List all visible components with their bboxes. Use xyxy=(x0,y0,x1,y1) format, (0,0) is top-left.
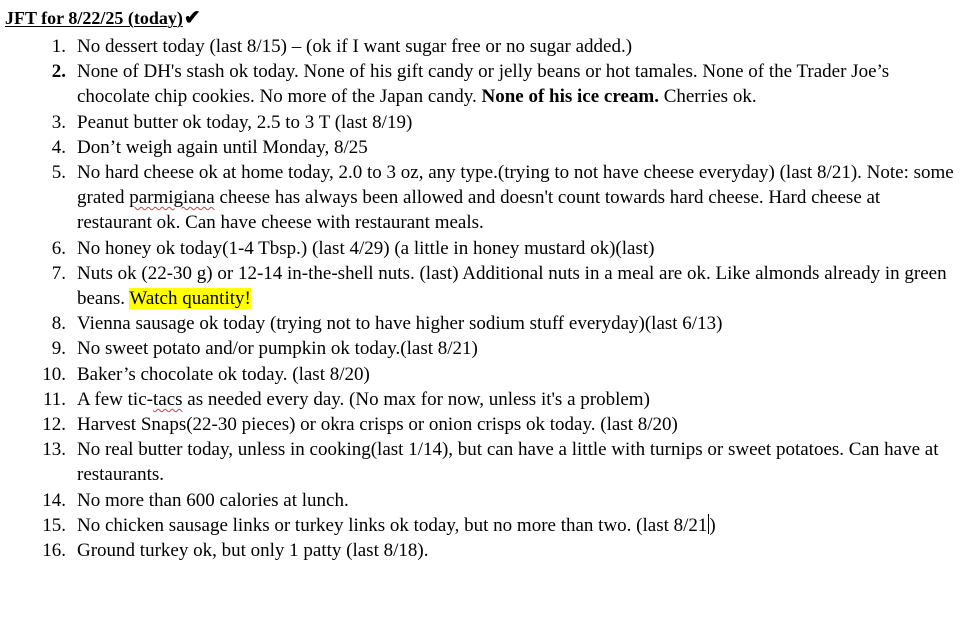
list-item-13 xyxy=(0,437,977,487)
list-item-8 xyxy=(0,311,977,336)
item-number: 8. xyxy=(51,313,66,335)
title-text: JFT for 8/22/25 (today) xyxy=(5,8,183,28)
item-number: 11. xyxy=(42,388,66,410)
item-text: Vienna sausage ok today (trying not to have higher sodium stuff everyday)(last 6/13) xyxy=(77,313,723,335)
item-text: Don’t weigh again until Monday, 8/25 xyxy=(77,136,368,158)
list-item-5 xyxy=(0,160,977,236)
spellcheck-word: tacs xyxy=(152,388,183,410)
item-text: No more than 600 calories at lunch. xyxy=(77,489,349,511)
item-text: No real butter today, unless in cooking(last 1/14), but can have a little with turnips or sweet potatoes. Can have at restaurants. xyxy=(77,439,939,486)
item-number: 12. xyxy=(42,414,66,436)
item-number: 13. xyxy=(42,439,66,461)
document-title xyxy=(5,7,201,29)
item-text-end: Cherries ok. xyxy=(658,86,757,108)
list-item-1 xyxy=(0,34,977,59)
item-text: A few tic- xyxy=(77,388,153,410)
food-rules-list xyxy=(0,34,977,563)
list-item-10 xyxy=(0,362,977,387)
list-item-3 xyxy=(0,110,977,135)
item-text-end: as needed every day. (No max for now, unless it's a problem) xyxy=(182,388,650,410)
item-number: 4. xyxy=(51,136,66,158)
item-number: 1. xyxy=(51,36,66,57)
item-text-end: ) xyxy=(709,514,716,536)
item-text: No dessert today (last 8/15) – (ok if I want sugar free or no sugar added.) xyxy=(77,36,633,57)
item-text: Nuts ok (22-30 g) or 12-14 in-the-shell nuts. (last) Additional nuts in a meal are ok. Like almonds already in green beans. xyxy=(77,262,947,310)
list-item-16 xyxy=(0,538,977,563)
item-text: No sweet potato and/or pumpkin ok today.(last 8/21) xyxy=(77,338,478,360)
item-number: 9. xyxy=(51,338,66,360)
list-item-6 xyxy=(0,236,977,261)
list-item-14 xyxy=(0,488,977,513)
item-number: 7. xyxy=(51,262,66,284)
list-item-9 xyxy=(0,336,977,361)
item-number: 10. xyxy=(42,363,66,385)
item-number: 16. xyxy=(42,540,66,562)
item-text: No chicken sausage links or turkey links ok today, but no more than two. (last 8/21 xyxy=(77,514,708,536)
list-item-15 xyxy=(0,513,977,538)
list-item-11 xyxy=(0,387,977,412)
item-text-end: cheese has always been allowed and doesn't count towards hard cheese. Hard cheese at restaurant ok. Can have cheese with restaurant meals. xyxy=(77,187,881,234)
list-item-4 xyxy=(0,135,977,160)
list-item-2 xyxy=(0,59,977,109)
item-text: No hard cheese ok at home today, 2.0 to 3 oz, any type.(trying to not have cheese everyday) (last 8/21). Note: some grated xyxy=(77,162,954,209)
item-text: None of DH's stash ok today. None of his gift candy or jelly beans or hot tamales. None of the Trader Joe’s chocolate chip cookies. No more of the Japan candy. xyxy=(77,61,890,108)
checkmark-icon: ✔ xyxy=(183,7,201,29)
item-text: Harvest Snaps(22-30 pieces) or okra crisps or onion crisps ok today. (last 8/20) xyxy=(77,414,678,436)
item-text-bold: None of his ice cream. xyxy=(481,86,659,108)
item-text: Baker’s chocolate ok today. (last 8/20) xyxy=(77,363,370,385)
item-number: 15. xyxy=(42,514,66,536)
item-number: 14. xyxy=(42,489,66,511)
item-number: 6. xyxy=(51,237,66,259)
spellcheck-word: parmigiana xyxy=(129,187,215,209)
list-item-12 xyxy=(0,412,977,437)
list-item-7 xyxy=(0,261,977,311)
item-text: No honey ok today(1-4 Tbsp.) (last 4/29) (a little in honey mustard ok)(last) xyxy=(77,237,655,259)
item-text: Peanut butter ok today, 2.5 to 3 T (last 8/19) xyxy=(77,111,413,133)
item-number: 5. xyxy=(51,162,66,184)
highlighted-text: Watch quantity! xyxy=(129,288,251,310)
item-number: 3. xyxy=(51,111,66,133)
item-number: 2. xyxy=(51,61,66,83)
item-text: Ground turkey ok, but only 1 patty (last 8/18). xyxy=(77,540,429,562)
